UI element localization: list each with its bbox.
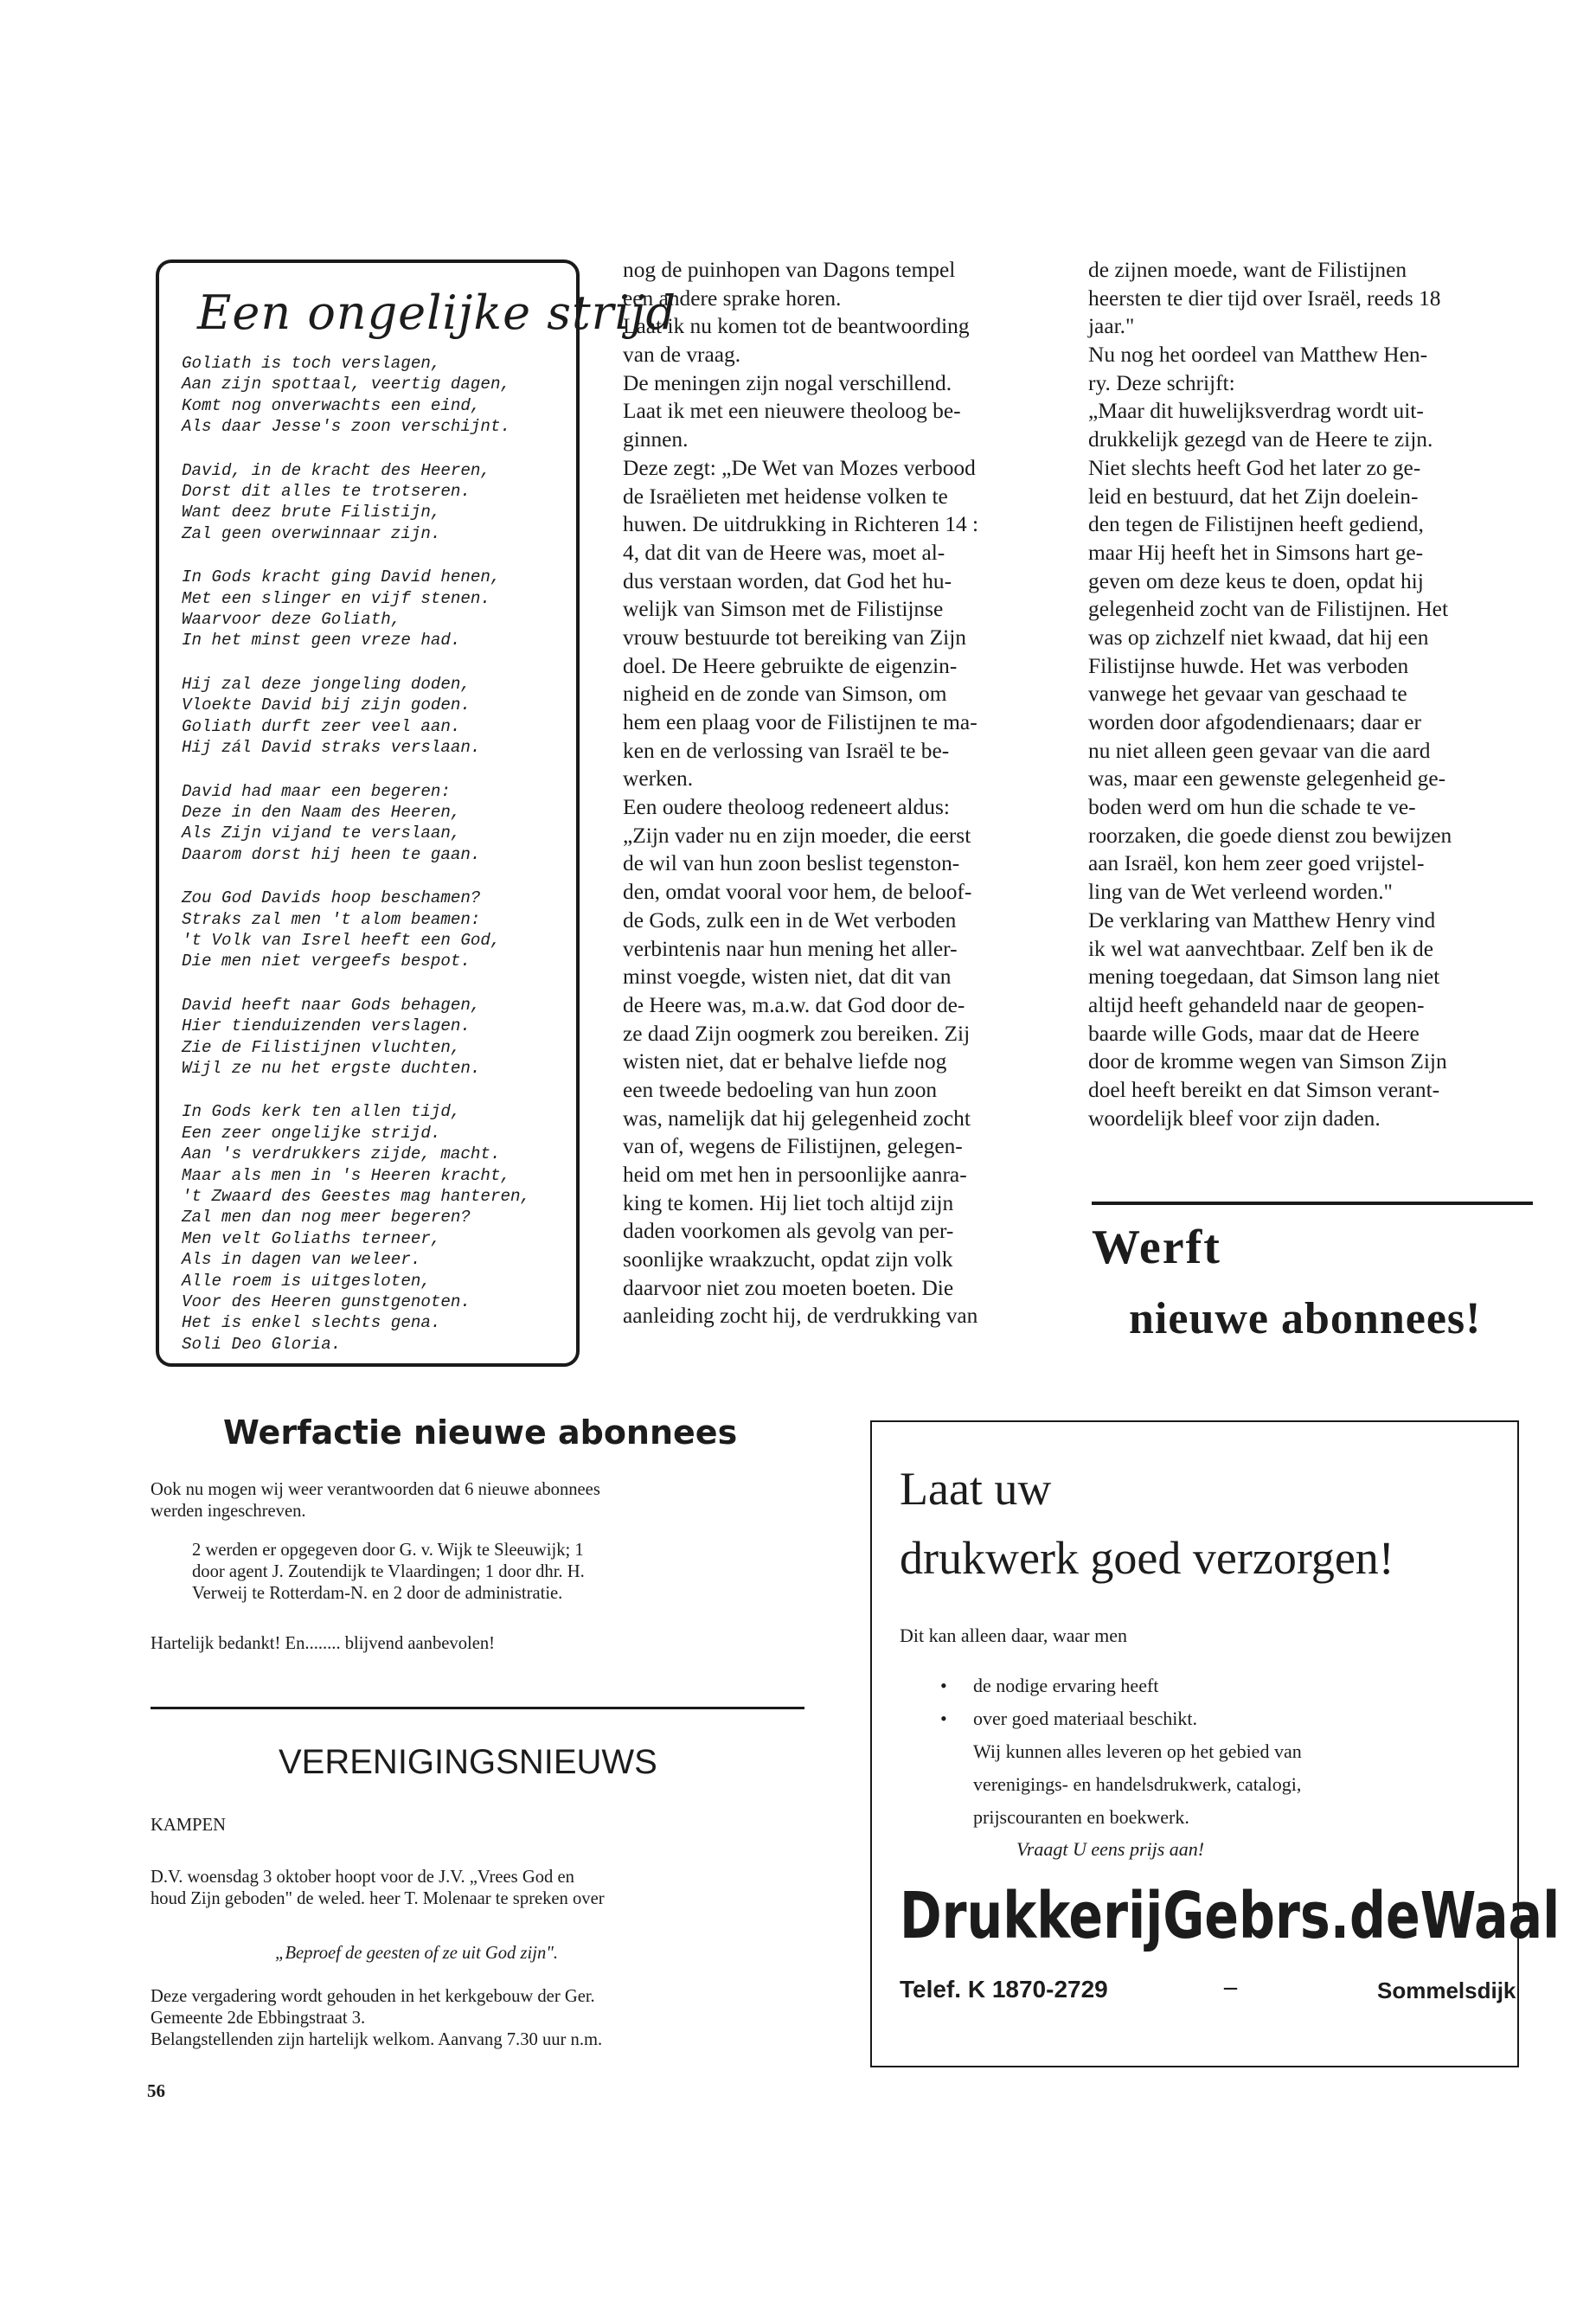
poem-stanza (182, 1101, 562, 1355)
article-line: minst voegde, wisten niet, dat dit van (623, 965, 952, 990)
poem-stanza (182, 353, 562, 438)
article-column-middle (623, 256, 1064, 1330)
article-line: leid en bestuurd, dat het Zijn doelein- (1088, 484, 1419, 509)
article-line: soonlijke wraakzucht, opdat zijn volk (623, 1247, 953, 1272)
ad-call-to-action: Vraagt U eens prijs aan! (1016, 1838, 1205, 1860)
article-line: vrouw bestuurde tot bereiking van Zijn (623, 625, 966, 650)
article-line: geven om deze keus te doen, opdat hij (1088, 568, 1424, 593)
poem-stanza (182, 781, 562, 866)
article-line: ik wel wat aanvechtbaar. Zelf ben ik de (1088, 936, 1434, 961)
article-line: „Zijn vader nu en zijn moeder, die eerst (623, 823, 971, 848)
werfactie-thanks: Hartelijk bedankt! En........ blijvend aanbevolen! (151, 1634, 496, 1653)
article-line: De meningen zijn nogal verschillend. (623, 370, 952, 395)
text-line: Deze vergadering wordt gehouden in het kerkgebouw der Ger. (151, 1987, 595, 2006)
article-line: een tweede bedoeling van hun zoon (623, 1077, 938, 1102)
article-line: van of, wegens de Filistijnen, gelegen- (623, 1134, 963, 1159)
ad-text-line: prijscouranten en boekwerk. (973, 1806, 1189, 1828)
article-line: huwen. De uitdrukking in Richteren 14 : (623, 512, 979, 537)
article-line: vanwege het gevaar van geschaad te (1088, 682, 1407, 707)
article-line: ry. Deze schrijft: (1088, 370, 1235, 395)
verenigingsnieuws-quote: „Beproef de geesten of ze uit God zijn". (275, 1944, 559, 1963)
poem-line: Als in dagen van weleer. (182, 1250, 421, 1270)
article-line: de Gods, zulk een in de Wet verboden (623, 907, 957, 933)
poem-line: Soli Deo Gloria. (182, 1334, 342, 1354)
poem-line: Deze in den Naam des Heeren, (182, 802, 461, 822)
article-line: heersten te dier tijd over Israël, reeds 18 (1088, 285, 1441, 311)
text-line: werden ingeschreven. (151, 1502, 306, 1521)
poem-line: Zie de Filistijnen vluchten, (182, 1037, 461, 1057)
poem-line: Hij zal deze jongeling doden, (182, 674, 471, 694)
divider-rule (1092, 1202, 1533, 1205)
article-line: aanleiding zocht hij, de verdrukking van (623, 1304, 978, 1329)
company-word: de (1349, 1879, 1420, 1953)
werfactie-paragraph-1 (151, 1479, 600, 1522)
poem-stanza (182, 567, 562, 651)
ad-town: Sommelsdijk (1377, 1977, 1516, 2003)
article-line: De verklaring van Matthew Henry vind (1088, 907, 1436, 933)
werfactie-paragraph-2 (192, 1540, 585, 1605)
company-word: Waal (1420, 1879, 1561, 1953)
article-line: daden voorkomen als gevolg van per- (623, 1219, 954, 1244)
article-line: Niet slechts heeft God het later zo ge- (1088, 455, 1421, 480)
poem-line: Zou God Davids hoop beschamen? (182, 888, 481, 908)
poem-stanza (182, 888, 562, 972)
article-line: Filistijnse huwde. Het was verboden (1088, 653, 1409, 678)
divider-rule (151, 1707, 804, 1709)
poem-line: Vloekte David bij zijn goden. (182, 695, 471, 715)
poem-line: 't Zwaard des Geestes mag hanteren, (182, 1187, 531, 1206)
ad-phone: Telef. K 1870-2729 (900, 1976, 1108, 2003)
text-line: 2 werden er opgegeven door G. v. Wijk te Sleeuwijk; 1 (192, 1541, 584, 1560)
article-line: 4, dat dit van de Heere was, moet al- (623, 540, 945, 565)
verenigingsnieuws-paragraph-2 (151, 1986, 602, 2051)
ad-headline: drukwerk goed verzorgen! (900, 1532, 1394, 1584)
bullet-icon: • (940, 1708, 947, 1729)
werft-subheading: nieuwe abonnees! (1129, 1294, 1482, 1343)
article-line: nog de puinhopen van Dagons tempel (623, 258, 956, 282)
text-line: D.V. woensdag 3 oktober hoopt voor de J.V. „Vrees God en (151, 1868, 574, 1887)
poem-line: David heeft naar Gods behagen, (182, 995, 481, 1015)
verenigingsnieuws-paragraph-1 (151, 1867, 605, 1910)
article-line: van de vraag. (623, 343, 741, 368)
poem-line: Wijl ze nu het ergste duchten. (182, 1058, 481, 1078)
text-line: Ook nu mogen wij weer verantwoorden dat 6 nieuwe abonnees (151, 1480, 600, 1499)
article-line: heid om met hen in persoonlijke aanra- (623, 1163, 967, 1187)
text-line: door agent J. Zoutendijk te Vlaardingen; 1 door dhr. H. (192, 1562, 585, 1581)
article-line: werken. (623, 766, 694, 792)
article-line: nigheid en de zonde van Simson, om (623, 682, 947, 707)
article-line: de zijnen moede, want de Filistijnen (1088, 258, 1407, 282)
page-number: 56 (147, 2080, 165, 2101)
article-line: jaar." (1088, 314, 1135, 339)
poem-line: Aan zijn spottaal, veertig dagen, (182, 375, 510, 394)
ad-dash: – (1224, 1972, 1237, 2001)
article-line: ling van de Wet verleend worden." (1088, 880, 1393, 905)
article-line: door de kromme wegen van Simson Zijn (1088, 1049, 1447, 1074)
article-line: doel. De Heere gebruikte de eigenzin- (623, 653, 958, 678)
article-line: „Maar dit huwelijksverdrag wordt uit- (1088, 399, 1424, 424)
article-line: dus verstaan worden, dat God het hu- (623, 568, 952, 593)
article-line: hem een plaag voor de Filistijnen te ma- (623, 710, 977, 734)
ad-intro: Dit kan alleen daar, waar men (900, 1625, 1127, 1646)
article-line: Laat ik nu komen tot de beantwoording (623, 314, 970, 339)
poem-line: Hier tienduizenden verslagen. (182, 1016, 471, 1036)
poem-line: Voor des Heeren gunstgenoten. (182, 1292, 471, 1312)
poem-line: Alle roem is uitgesloten, (182, 1271, 431, 1291)
article-line: nu niet alleen geen gevaar van die aard (1088, 738, 1431, 763)
article-line: baarde wille Gods, maar dat de Heere (1088, 1021, 1420, 1046)
poem-line: David, in de kracht des Heeren, (182, 460, 490, 480)
article-line: worden door afgodendienaars; daar er (1088, 710, 1421, 734)
ad-text-line: Wij kunnen alles leveren op het gebied van (973, 1740, 1302, 1762)
article-line: welijk van Simson met de Filistijnse (623, 597, 944, 622)
article-line: ginnen. (623, 427, 689, 452)
article-line: drukkelijk gezegd van de Heere te zijn. (1088, 427, 1433, 452)
article-line: Deze zegt: „De Wet van Mozes verbood (623, 455, 976, 480)
poem-body (182, 353, 562, 1377)
text-line: Verweij te Rotterdam-N. en 2 door de administratie. (192, 1584, 563, 1603)
article-line: mening toegedaan, dat Simson lang niet (1088, 965, 1440, 990)
poem-title: Een ongelijke strijd (197, 285, 677, 340)
article-line: aan Israël, kon hem zeer goed vrijstel- (1088, 851, 1425, 876)
poem-line: Een zeer ongelijke strijd. (182, 1123, 441, 1143)
poem-line: David had maar een begeren: (182, 781, 451, 801)
ad-bullet-text: de nodige ervaring heeft (973, 1675, 1159, 1696)
article-line: Een oudere theoloog redeneert aldus: (623, 795, 950, 820)
ad-text-line: verenigings- en handelsdrukwerk, catalogi, (973, 1773, 1302, 1795)
article-line: was, namelijk dat hij gelegenheid zocht (623, 1106, 971, 1131)
poem-line: Dorst dit alles te trotseren. (182, 482, 471, 502)
article-line: roorzaken, die goede dienst zou bewijzen (1088, 823, 1452, 848)
article-line: ken en de verlossing van Israël te be- (623, 738, 950, 763)
ad-headline: Laat uw (900, 1463, 1052, 1515)
article-line: den, omdat vooral voor hem, de beloof- (623, 880, 972, 905)
article-column-right (1088, 256, 1534, 1132)
poem-line: Komt nog onverwachts een eind, (182, 395, 481, 415)
poem-line: In Gods kracht ging David henen, (182, 567, 501, 587)
poem-line: Zal geen overwinnaar zijn. (182, 523, 441, 543)
poem-stanza (182, 995, 562, 1080)
bullet-icon: • (940, 1675, 947, 1696)
article-line: Nu nog het oordeel van Matthew Hen- (1088, 343, 1428, 368)
article-line: de wil van hun zoon beslist tegenston- (623, 851, 960, 876)
poem-line: Want deez brute Filistijn, (182, 503, 441, 522)
poem-line: Als daar Jesse's zoon verschijnt. (182, 417, 510, 437)
article-line: woordelijk bleef voor zijn daden. (1088, 1106, 1381, 1131)
article-line: verbintenis naar hun mening het aller- (623, 936, 958, 961)
poem-line: Straks zal men 't alom beamen: (182, 909, 481, 929)
verenigingsnieuws-heading: VERENIGINGSNIEUWS (279, 1743, 657, 1781)
werfactie-heading: Werfactie nieuwe abonnees (223, 1413, 738, 1452)
poem-line: In het minst geen vreze had. (182, 631, 461, 651)
poem-stanza (182, 460, 562, 545)
poem-line: Aan 's verdrukkers zijde, macht. (182, 1144, 501, 1164)
poem-line: Daarom dorst hij heen te gaan. (182, 844, 481, 864)
verenigingsnieuws-place: KAMPEN (151, 1816, 226, 1835)
text-line: Belangstellenden zijn hartelijk welkom. Aanvang 7.30 uur n.m. (151, 2030, 603, 2049)
poem-line: Hij zál David straks verslaan. (182, 738, 481, 758)
text-line: houd Zijn geboden" de weled. heer T. Molenaar te spreken over (151, 1889, 605, 1908)
article-line: Laat ik met een nieuwere theoloog be- (623, 399, 961, 424)
poem-line: Als Zijn vijand te verslaan, (182, 824, 461, 843)
company-word: Drukkerij (900, 1879, 1163, 1953)
article-line: de Israëlieten met heidense volken te (623, 484, 948, 509)
article-line: gelegenheid zocht van de Filistijnen. Het (1088, 597, 1449, 622)
poem-line: Met een slinger en vijf stenen. (182, 588, 490, 608)
company-word: Gebrs. (1163, 1879, 1350, 1953)
article-line: altijd heeft gehandeld naar de geopen- (1088, 992, 1425, 1017)
poem-line: Het is enkel slechts gena. (182, 1313, 441, 1333)
article-line: den tegen de Filistijnen heeft gediend, (1088, 512, 1424, 537)
article-line: ze daad Zijn oogmerk zou bereiken. Zij (623, 1021, 971, 1046)
poem-line: Goliath durft zeer veel aan. (182, 716, 461, 736)
article-line: was op zichzelf niet kwaad, dat hij een (1088, 625, 1429, 650)
poem-line: Men velt Goliaths terneer, (182, 1228, 441, 1248)
ad-bullet-text: over goed materiaal beschikt. (973, 1708, 1198, 1729)
article-line: wisten niet, dat er behalve liefde nog (623, 1049, 947, 1074)
article-line: boden werd om hun die schade te ve- (1088, 795, 1416, 820)
poem-line: Goliath is toch verslagen, (182, 354, 441, 373)
werft-heading: Werft (1092, 1221, 1221, 1274)
ad-bullet-item (940, 1670, 1302, 1702)
article-line: een andere sprake horen. (623, 285, 842, 311)
poem-line: 't Volk van Isrel heeft een God, (182, 930, 501, 950)
poem-stanza (182, 674, 562, 759)
article-line: was, maar een gewenste gelegenheid ge- (1088, 766, 1446, 792)
text-line: Gemeente 2de Ebbingstraat 3. (151, 2009, 366, 2028)
poem-line: Maar als men in 's Heeren kracht, (182, 1165, 510, 1185)
article-line: doel heeft bereikt en dat Simson verant- (1088, 1077, 1440, 1102)
poem-line: Zal men dan nog meer begeren? (182, 1208, 471, 1227)
ad-list (940, 1670, 1302, 1834)
ad-company-name (900, 1879, 1561, 1957)
article-line: king te komen. Hij liet toch altijd zijn (623, 1190, 954, 1215)
article-line: daarvoor niet zou moeten boeten. Die (623, 1275, 954, 1300)
article-line: maar Hij heeft het in Simsons hart ge- (1088, 540, 1424, 565)
poem-line: Waarvoor deze Goliath, (182, 610, 401, 630)
poem-line: In Gods kerk ten allen tijd, (182, 1102, 461, 1122)
ad-bullet-item (940, 1702, 1302, 1735)
poem-line: Die men niet vergeefs bespot. (182, 952, 471, 971)
article-line: de Heere was, m.a.w. dat God door de- (623, 992, 965, 1017)
